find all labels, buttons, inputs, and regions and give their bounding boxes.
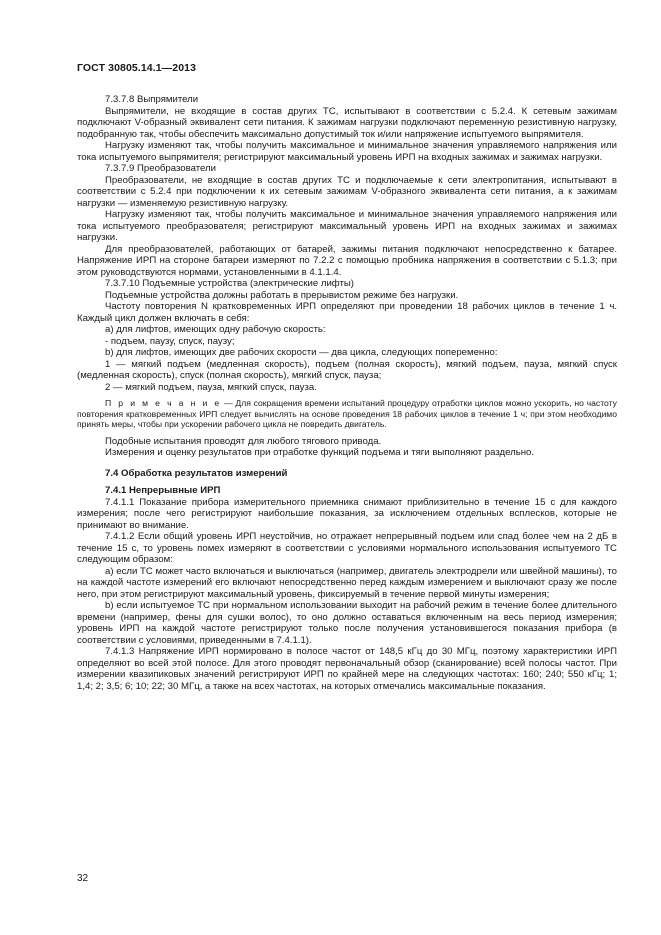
paragraph: Преобразователи, не входящие в состав других ТС и подключаемые к сети электропитания, испытывают в соответствии с 5.2.4 при подключении к их сетевым зажимам V-образного эквивалента сети питания, а к зажимам нагрузки — изменяемую резистивную нагрузку.	[77, 174, 617, 209]
paragraph: Нагрузку изменяют так, чтобы получить максимальное и минимальное значения управляемого напряжения или тока испытуемого преобразователя; регистрируют максимальный уровень ИРП на входных зажимах и зажимах нагрузки.	[77, 209, 617, 243]
paragraph: b) если испытуемое ТС при нормальном использовании выходит на рабочий режим в течение более длительного времени (например, фены для сушки волос), то оно должно оставаться включенным на весь период измерения; уровень ИРП на каждой частоте регистрируют только после получения установившегося показания прибора (в соответствии с условиями, приведенными в 7.4.1.1).	[77, 600, 617, 646]
paragraph: Выпрямители, не входящие в состав других ТС, испытывают в соответствии с 5.2.4. К сетевым зажимам подключают V-образный эквивалент сети питания. К зажимам нагрузки подключают переменную резистивную нагрузку, подобранную так, чтобы обеспечить максимально допустимый ток и/или напряжение испытуемого выпрямителя.	[77, 105, 617, 140]
section-heading-7-4-1: 7.4.1 Непрерывные ИРП	[105, 485, 221, 497]
paragraph: 7.4.1.3 Напряжение ИРП нормировано в полосе частот от 148,5 кГц до 30 МГц, поэтому характеристики ИРП определяют во всей этой полосе. Для этого проводят первоначальный обзор (сканирование) всей полосы частот. При измерении квазипиковых значений регистрируют ИРП по крайней мере на следующих частотах: 160; 240; 550 кГц; 1; 1,4; 2; 3,5; 6; 10; 22; 30 МГц, а также на всех частотах, на которых отмечались максимальные показания.	[77, 646, 617, 692]
paragraph: 7.4.1.2 Если общий уровень ИРП неустойчив, но отражает непрерывный подъем или спад более чем на 2 дБ в течение 15 с, то уровень помех измеряют в соответствии с условиями нормального использования испытуемого ТС следующим образом:	[77, 531, 617, 566]
spacer	[77, 459, 617, 468]
paragraph: Измерения и оценку результатов при отработке функций подъема и тяги выполняют раздельно.	[105, 447, 535, 459]
list-item: b) для лифтов, имеющих две рабочих скорости — два цикла, следующих попеременно:	[105, 347, 498, 358]
document-body	[77, 94, 617, 692]
paragraph: а) если ТС может часто включаться и выключаться (например, двигатель электродрели или швейной машины), то на каждой частоте измерений его включают непосредственно перед каждым измерением и выключают сразу же после него, при этом регистрируют максимальный уровень, фиксируемый в течение первой минуты измерения;	[77, 565, 617, 600]
note-text: — Для сокращения времени испытаний процедуру отработки циклов можно ускорить, но частоту повторения кратковременных ИРП следует вычислять на основе проведения 18 рабочих циклов в течение 1 ч; при этом необходимо принять меры, чтобы при ускорении рабочего цикла не повредить двигатель.	[77, 398, 617, 430]
paragraph: Подобные испытания проводят для любого тягового привода.	[105, 435, 382, 447]
list-item: а) для лифтов, имеющих одну рабочую скорость:	[105, 324, 326, 335]
section-heading: 7.3.7.9 Преобразователи	[105, 163, 216, 174]
paragraph: Частоту повторения N кратковременных ИРП определяют при проведении 18 рабочих циклов в течение 1 ч. Каждый цикл должен включать в себя:	[77, 301, 617, 324]
paragraph: Нагрузку изменяют так, чтобы получить максимальное и минимальное значения управляемого напряжения или тока испытуемого выпрямителя; регистрируют максимальный уровень ИРП на входных зажимах и зажимах нагрузки.	[77, 140, 617, 163]
note	[77, 398, 617, 430]
document-header: ГОСТ 30805.14.1—2013	[77, 62, 197, 74]
paragraph: 7.4.1.1 Показание прибора измерительного приемника снимают приблизительно в течение 15 с для каждого измерения; после чего регистрируют наибольшие показания, за исключением отдельных всплесков, которые не принимают во внимание.	[77, 496, 617, 531]
paragraph: Для преобразователей, работающих от батарей, зажимы питания подключают непосредственно к батарее. Напряжение ИРП на стороне батареи измеряют по 7.2.2 с помощью пробника напряжения в соответствии с 5.1.3; при этом руководствуются нормами, установленными в 4.1.1.4.	[77, 243, 617, 278]
section-heading: 7.3.7.8 Выпрямители	[105, 94, 199, 105]
section-heading-7-4: 7.4 Обработка результатов измерений	[105, 467, 288, 479]
paragraph: Подъемные устройства должны работать в прерывистом режиме без нагрузки.	[105, 289, 459, 301]
section-heading: 7.3.7.10 Подъемные устройства (электрические лифты)	[105, 278, 354, 289]
list-item: 2 — мягкий подъем, пауза, мягкий спуск, пауза.	[105, 381, 317, 393]
list-item: - подъем, паузу, спуск, паузу;	[105, 335, 235, 347]
page-number: 32	[77, 873, 89, 884]
note-label: П р и м е ч а н и е	[105, 398, 222, 408]
list-item: 1 — мягкий подъем (медленная скорость), подъем (полная скорость), мягкий подъем, пауза, мягкий спуск (медленная скорость), спуск (полная скорость), мягкий спуск, пауза;	[77, 358, 617, 381]
